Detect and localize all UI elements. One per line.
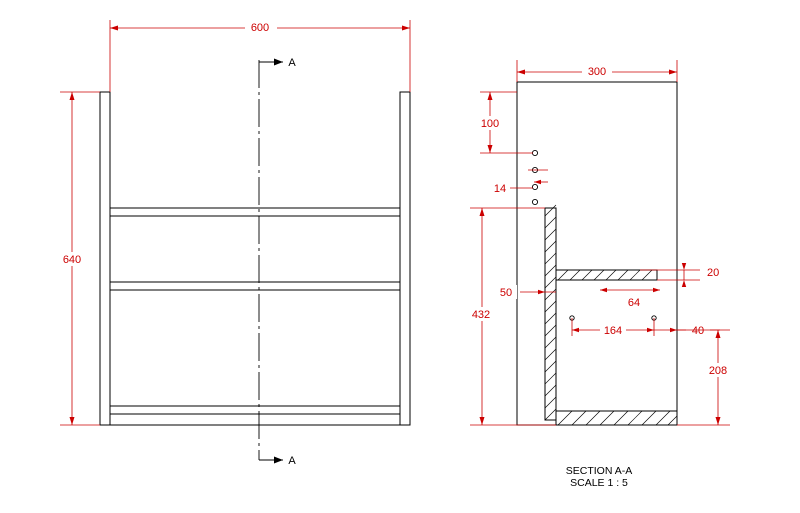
caption-title: SECTION A-A — [565, 465, 633, 477]
dimension-total-height-432 — [466, 208, 556, 425]
dim-front-height: 640 — [62, 254, 82, 266]
dimension-top-offset-100 — [476, 92, 533, 153]
dim-shelf-offset: 50 — [499, 287, 513, 299]
vertical-upright-hatched — [545, 205, 556, 420]
mounting-holes — [532, 150, 656, 320]
section-caption — [566, 465, 633, 489]
dimension-hole-distance-164 — [572, 318, 654, 337]
bottom-shelf-hatched — [556, 411, 677, 425]
dim-edge-offset: 40 — [691, 325, 705, 337]
caption-scale: SCALE 1 : 5 — [570, 477, 628, 489]
dimension-shelf-offset-50 — [495, 285, 556, 299]
section-mark-top-label: A — [288, 57, 296, 69]
dim-hole-distance: 164 — [603, 325, 623, 337]
horizontal-shelf-hatched — [556, 270, 657, 280]
front-view-geometry — [100, 92, 410, 425]
dimension-section-width-300 — [517, 60, 677, 82]
dimension-shelf-depth-64 — [600, 288, 660, 309]
dimension-hole-spacing-14 — [490, 170, 548, 195]
dimension-shelf-thickness-20 — [640, 263, 719, 287]
section-view-geometry — [517, 82, 677, 425]
dim-top-offset: 100 — [480, 118, 500, 130]
dimension-height-640 — [58, 92, 100, 425]
dim-shelf-thickness: 20 — [707, 267, 720, 279]
dim-section-width: 300 — [587, 66, 607, 78]
dimension-width-600 — [110, 20, 410, 92]
dim-hole-spacing: 14 — [493, 183, 507, 195]
dim-front-width: 600 — [250, 22, 270, 34]
dim-shelf-depth: 64 — [627, 297, 641, 309]
section-mark-bottom-label: A — [288, 455, 296, 467]
dim-total-height: 432 — [471, 309, 491, 321]
dim-lower-height: 208 — [708, 365, 728, 377]
dimension-lower-height-208 — [677, 330, 732, 425]
